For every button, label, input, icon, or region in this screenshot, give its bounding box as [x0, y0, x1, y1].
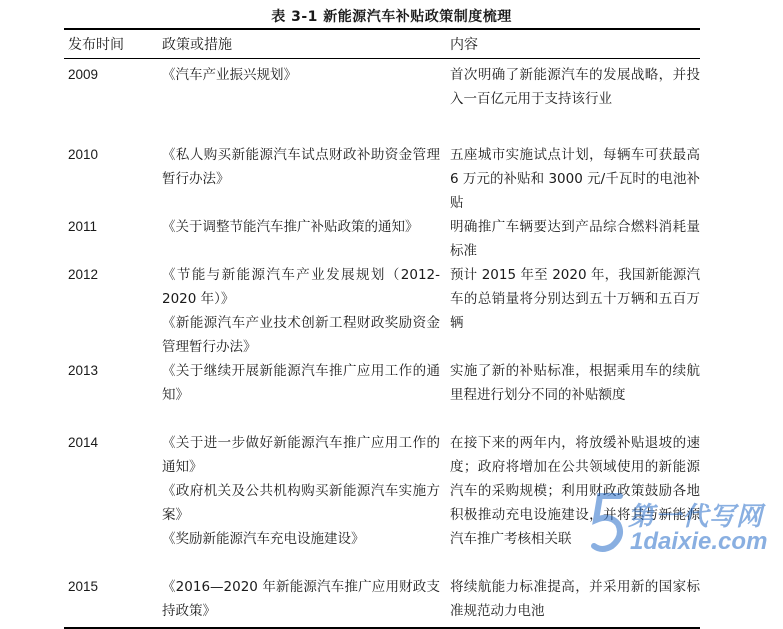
content-text: 将续航能力标准提高，并采用新的国家标准规范动力电池	[450, 579, 700, 619]
content-text: 首次明确了新能源汽车的发展战略，并投入一百亿元用于支持该行业	[450, 67, 700, 107]
content-cell	[440, 63, 700, 143]
policy-item: 《政府机关及公共机构购买新能源汽车实施方案》	[162, 483, 440, 523]
content-text: 实施了新的补贴标准，根据乘用车的续航里程进行划分不同的补贴额度	[450, 363, 700, 403]
year-cell: 2011	[68, 219, 98, 234]
content-cell	[440, 359, 700, 431]
header-policy: 政策或措施	[162, 37, 232, 53]
watermark-line2: 1daixie.com	[630, 528, 768, 555]
content-cell	[440, 575, 700, 623]
content-text: 预计 2015 年至 2020 年，我国新能源汽车的总销量将分别达到五十万辆和五百万辆	[450, 267, 700, 331]
watermark-line1: 第一代写网	[628, 502, 764, 532]
table-row	[64, 263, 700, 359]
policy-cell	[154, 575, 440, 623]
policy-cell	[154, 359, 440, 431]
policy-item: 《关于进一步做好新能源汽车推广应用工作的通知》	[162, 435, 440, 475]
policy-item: 《私人购买新能源汽车试点财政补助资金管理暂行办法》	[162, 147, 440, 187]
table-row	[64, 143, 705, 215]
content-text: 明确推广车辆要达到产品综合燃料消耗量标准	[450, 219, 700, 259]
year-cell: 2009	[68, 67, 99, 82]
policy-item: 《关于调整节能汽车推广补贴政策的通知》	[162, 219, 419, 235]
table-row	[64, 59, 700, 143]
table-row	[64, 575, 700, 623]
header-year: 发布时间	[68, 37, 124, 53]
policy-item: 《关于继续开展新能源汽车推广应用工作的通知》	[162, 363, 440, 403]
year-cell: 2015	[68, 579, 99, 594]
policy-table	[64, 28, 705, 629]
content-text: 在接下来的两年内，将放缓补贴退坡的速度；政府将增加在公共领域使用的新能源汽车的采购规模；利用财政政策鼓励各地积极推动充电设施建设，并将其与新能源汽车推广考核相关联	[450, 435, 700, 547]
year-cell: 2012	[68, 267, 99, 282]
table-caption: 表 3-1 新能源汽车补贴政策制度梳理	[271, 9, 512, 25]
year-cell: 2014	[68, 435, 99, 450]
policy-cell	[154, 263, 440, 359]
table-row	[64, 431, 700, 575]
year-cell: 2013	[68, 363, 99, 378]
table-row	[64, 215, 700, 263]
policy-item: 《新能源汽车产业技术创新工程财政奖励资金管理暂行办法》	[162, 315, 440, 355]
policy-cell	[154, 143, 440, 215]
policy-item: 《汽车产业振兴规划》	[162, 67, 297, 83]
content-cell	[440, 143, 705, 215]
policy-item: 《节能与新能源汽车产业发展规划（2012-2020 年）》	[162, 267, 440, 307]
content-cell	[440, 215, 700, 263]
policy-item: 《奖励新能源汽车充电设施建设》	[162, 531, 365, 547]
policy-cell	[154, 431, 440, 575]
policy-cell	[154, 63, 440, 143]
content-cell	[440, 431, 700, 575]
header-content: 内容	[450, 37, 478, 53]
policy-item: 《2016—2020 年新能源汽车推广应用财政支持政策》	[162, 579, 440, 619]
table-header-row	[64, 30, 700, 58]
content-text: 五座城市实施试点计划，每辆车可获最高 6 万元的补贴和 3000 元/千瓦时的电池补贴	[450, 147, 705, 211]
policy-cell	[154, 215, 440, 263]
content-cell	[440, 263, 700, 359]
year-cell: 2010	[68, 147, 99, 162]
table-row	[64, 359, 700, 431]
